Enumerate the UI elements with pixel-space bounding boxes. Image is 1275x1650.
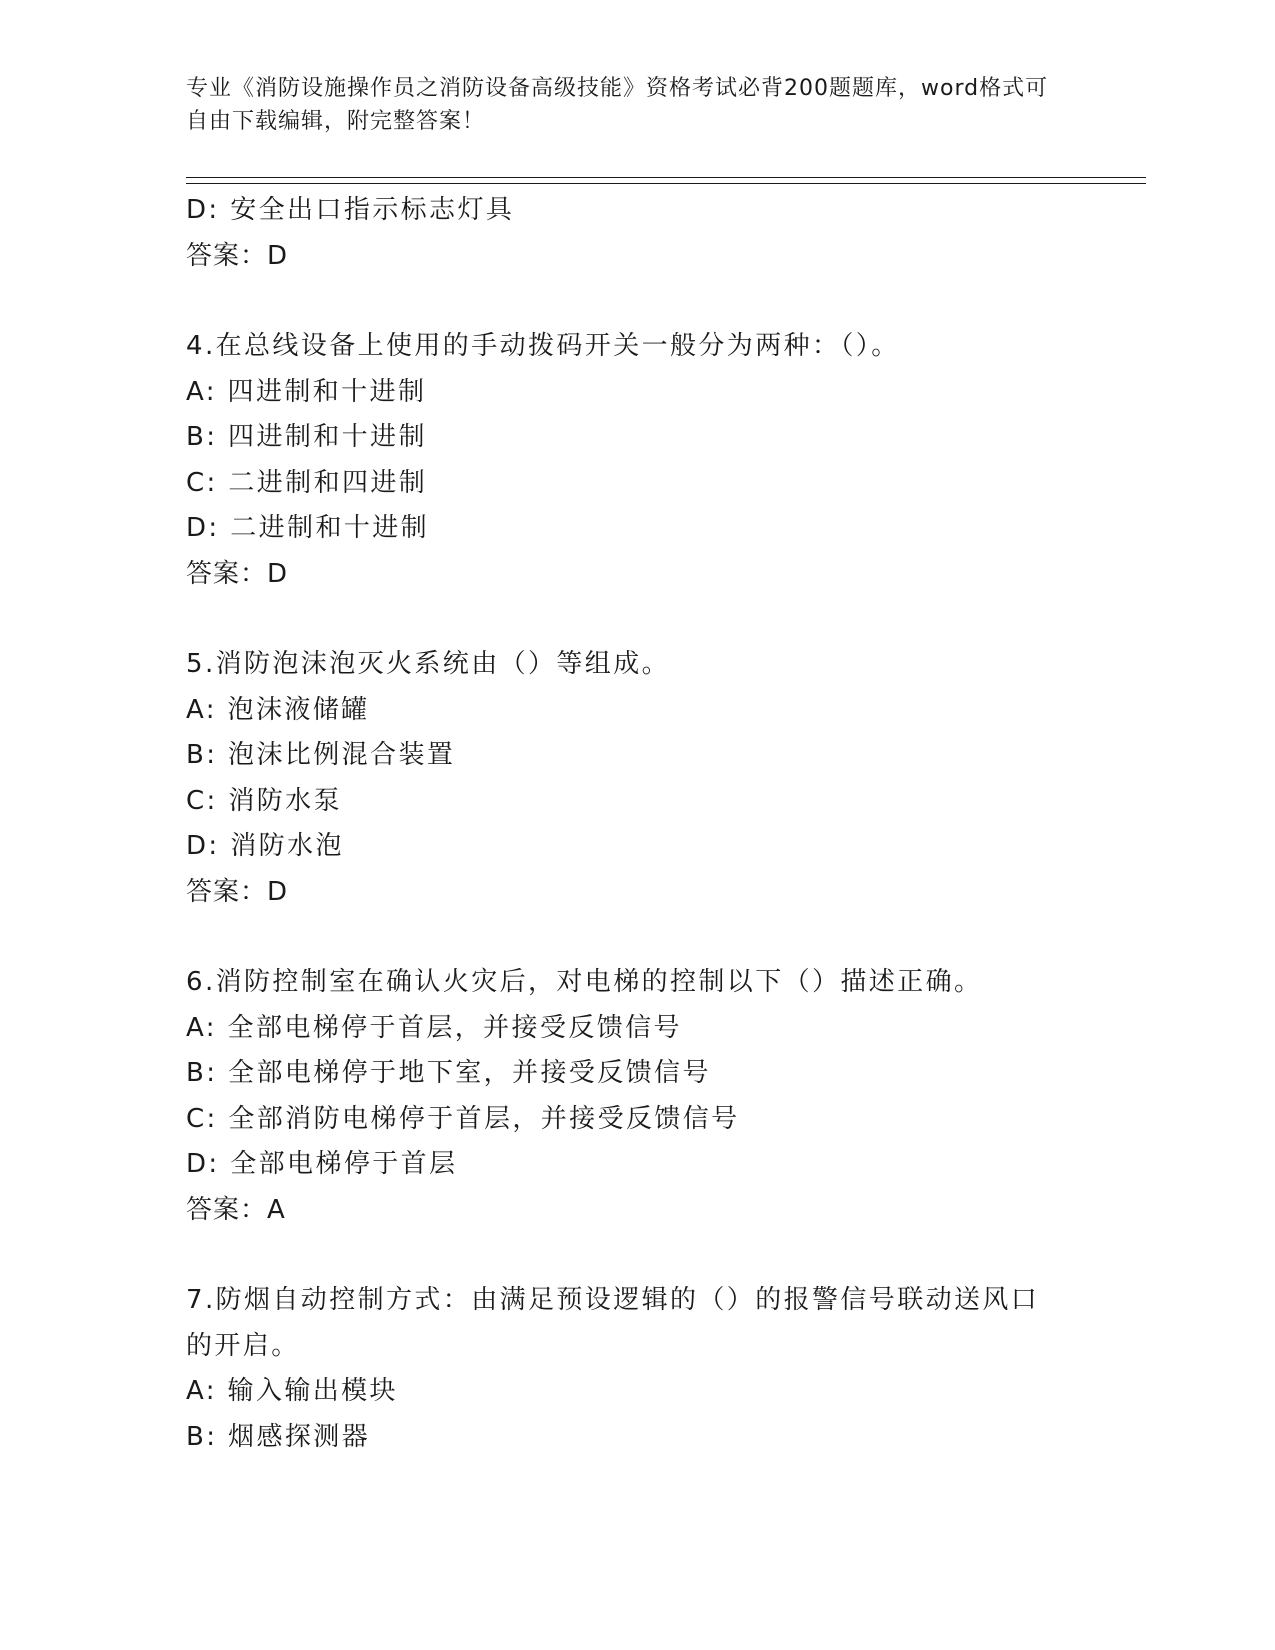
option-b: B: 四进制和十进制 xyxy=(186,422,427,452)
option-a: A: 四进制和十进制 xyxy=(186,376,427,407)
document-header: 专业《消防设施操作员之消防设备高级技能》资格考试必背200题题库，word格式可自由下载编辑，附完整答案！ xyxy=(186,76,1049,134)
answer: 答案：A xyxy=(186,1194,286,1225)
question-stem: 5.消防泡沫泡灭火系统由（）等组成。 xyxy=(186,649,671,679)
option-c: C: 全部消防电梯停于首层，并接受反馈信号 xyxy=(186,1103,740,1134)
option-a: A: 泡沫液储罐 xyxy=(186,694,370,725)
spacer xyxy=(186,915,1086,960)
option-a: A: 输入输出模块 xyxy=(186,1376,398,1406)
option-d: D: 二进制和十进制 xyxy=(186,513,430,543)
header-divider-top xyxy=(186,177,1146,178)
option-d: D: 消防水泡 xyxy=(186,831,344,861)
spacer xyxy=(186,279,1086,324)
option-a: A: 全部电梯停于首层，并接受反馈信号 xyxy=(186,1012,682,1043)
option-d: D: 全部电梯停于首层 xyxy=(186,1149,458,1179)
option-d: D: 安全出口指示标志灯具 xyxy=(186,195,515,225)
option-b: B: 烟感探测器 xyxy=(186,1421,371,1452)
spacer xyxy=(186,597,1086,642)
answer: 答案：D xyxy=(186,876,289,907)
option-c: C: 消防水泵 xyxy=(186,785,342,816)
question-stem: 6.消防控制室在确认火灾后，对电梯的控制以下（）描述正确。 xyxy=(186,967,983,997)
answer: 答案：D xyxy=(186,558,289,589)
option-b: B: 泡沫比例混合装置 xyxy=(186,740,456,770)
option-c: C: 二进制和四进制 xyxy=(186,467,428,498)
question-list xyxy=(186,188,1086,1460)
spacer xyxy=(186,1233,1086,1278)
answer: 答案：D xyxy=(186,240,289,271)
header-divider-bottom xyxy=(186,183,1146,184)
question-stem: 4.在总线设备上使用的手动拨码开关一般分为两种：（）。 xyxy=(186,331,900,361)
question-stem: 7.防烟自动控制方式：由满足预设逻辑的（）的报警信号联动送风口的开启。 xyxy=(186,1285,1040,1361)
option-b: B: 全部电梯停于地下室，并接受反馈信号 xyxy=(186,1058,711,1088)
